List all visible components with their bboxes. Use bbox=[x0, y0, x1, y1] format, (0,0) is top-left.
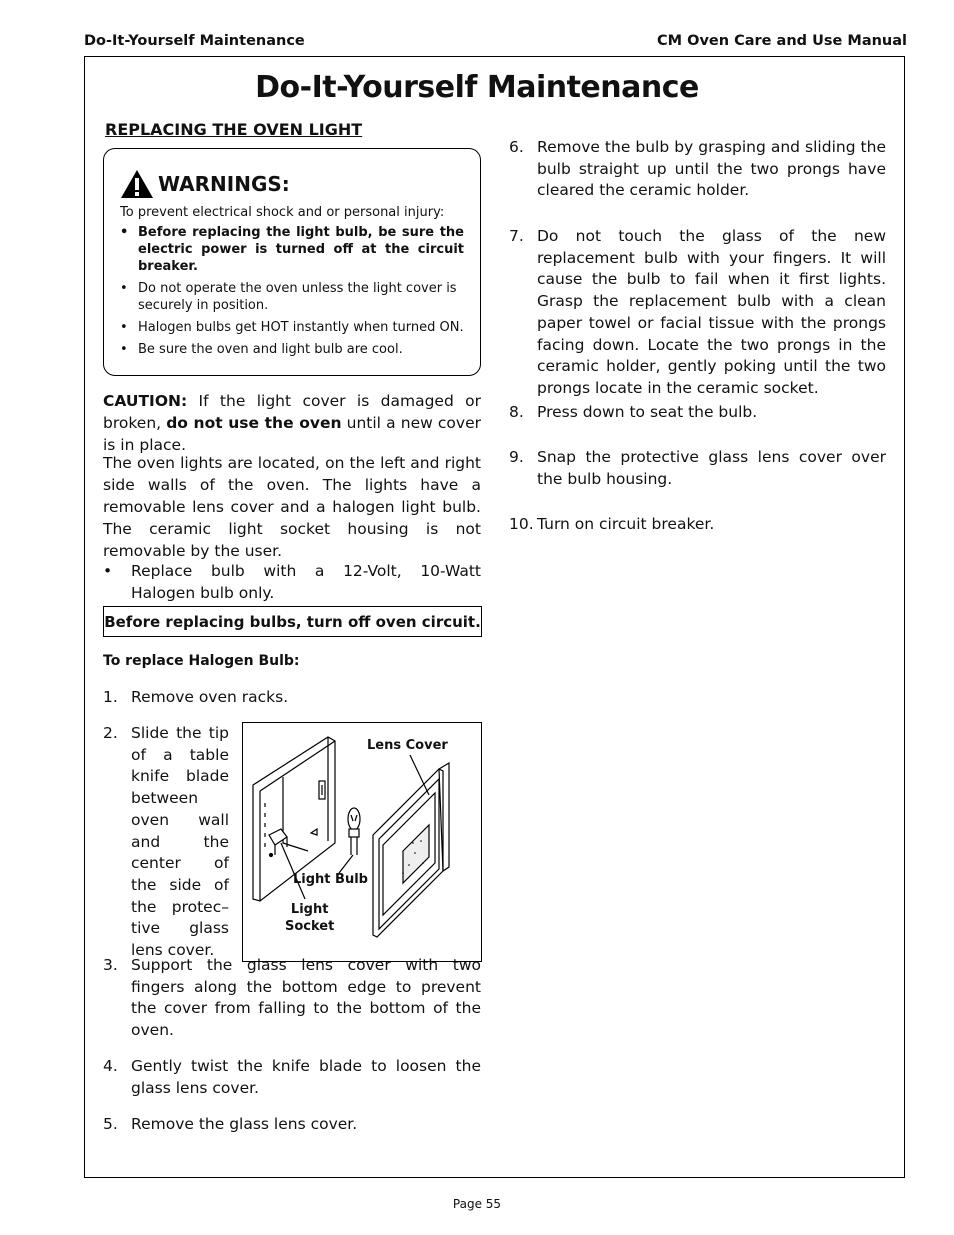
step-5 bbox=[103, 1114, 481, 1136]
step-10 bbox=[509, 514, 886, 536]
step-7 bbox=[509, 226, 886, 400]
warning-item: • Do not operate the oven unless the light cover is securely in position. bbox=[120, 280, 464, 314]
step-text: Remove the glass lens cover. bbox=[131, 1115, 358, 1133]
light-socket-label bbox=[285, 901, 334, 935]
step-number: 6. bbox=[509, 138, 524, 156]
running-header-left: Do-It-Yourself Maintenance bbox=[84, 33, 305, 49]
step-text: Remove the bulb by grasping and sliding the bulb straight up until the two prongs have cleared the ceramic holder. bbox=[537, 138, 886, 200]
step-number: 4. bbox=[103, 1057, 118, 1075]
lens-cover-label: Lens Cover bbox=[367, 738, 448, 753]
caution-paragraph bbox=[103, 390, 481, 456]
running-header-right: CM Oven Care and Use Manual bbox=[657, 33, 907, 49]
page-title: Do-It-Yourself Maintenance bbox=[255, 70, 699, 105]
step-1 bbox=[103, 687, 481, 709]
warning-item: • Halogen bulbs get HOT instantly when turned ON. bbox=[120, 319, 464, 336]
bulb-spec-bullet bbox=[103, 560, 481, 604]
light-socket-label-line1: Light bbox=[290, 902, 329, 917]
step-number: 3. bbox=[103, 956, 118, 974]
step-6 bbox=[509, 137, 886, 202]
step-number: 7. bbox=[509, 227, 524, 245]
step-2 bbox=[103, 723, 229, 962]
step-number: 2. bbox=[103, 724, 118, 742]
page-number: Page 55 bbox=[452, 1197, 502, 1211]
intro-paragraph: The oven lights are located, on the left and right side walls of the oven. The lights have a removable lens cover and a halogen light bulb. The ceramic light socket housing is not removable by the user. bbox=[103, 454, 481, 560]
step-number: 5. bbox=[103, 1115, 118, 1133]
oven-light-diagram bbox=[242, 722, 482, 962]
warning-item: • Be sure the oven and light bulb are cool. bbox=[120, 341, 464, 358]
step-9 bbox=[509, 447, 886, 490]
step-text: Snap the protective glass lens cover over the bulb housing. bbox=[537, 448, 886, 488]
oven-light-illustration bbox=[243, 723, 481, 961]
step-number: 9. bbox=[509, 448, 524, 466]
caution-emphasis: do not use the oven bbox=[166, 414, 342, 432]
step-number: 8. bbox=[509, 403, 524, 421]
warnings-intro: To prevent electrical shock and or personal injury: bbox=[120, 205, 445, 220]
caution-text-1: If the light cover is damaged or broken, bbox=[103, 392, 481, 432]
step-8 bbox=[509, 402, 886, 424]
step-number: 10. bbox=[509, 515, 534, 533]
warnings-heading: WARNINGS: bbox=[158, 172, 290, 196]
section-heading: REPLACING THE OVEN LIGHT bbox=[105, 120, 363, 139]
warnings-heading-row bbox=[120, 169, 464, 199]
step-text: Remove oven racks. bbox=[131, 688, 289, 706]
step-number: 1. bbox=[103, 688, 118, 706]
procedure-heading: To replace Halogen Bulb: bbox=[103, 653, 300, 669]
bullet-mark: • bbox=[103, 562, 113, 580]
warning-triangle-icon bbox=[120, 169, 154, 199]
step-text: Slide the tip of a table knife blade between oven wall and the center of the side of the protec– tive glass lens cover. bbox=[131, 724, 229, 960]
note-box: Before replacing bulbs, turn off oven circuit. bbox=[103, 606, 482, 637]
step-3 bbox=[103, 955, 481, 1042]
bullet-text: Replace bulb with a 12-Volt, 10-Watt Halogen bulb only. bbox=[131, 562, 481, 602]
light-bulb-label: Light Bulb bbox=[293, 872, 368, 887]
light-socket-label-line2: Socket bbox=[285, 919, 335, 934]
step-text bbox=[131, 955, 481, 1042]
caution-label: CAUTION: bbox=[103, 392, 188, 410]
step-text: Turn on circuit breaker. bbox=[537, 515, 715, 533]
step-text: Do not touch the glass of the new replacement bulb with your fingers. It will cause the bulb to fail when it first lights. Grasp the replacement bulb with a clean paper towel or facial tissue with the prongs facing down. Locate the two prongs in the ceramic holder, gently poking until the two prongs locate in the ceramic socket. bbox=[537, 227, 886, 397]
warnings-list bbox=[120, 224, 464, 358]
warnings-box bbox=[103, 148, 481, 376]
step-3-text: Support the glass lens cover with two fingers along the bottom edge to prevent the cover from falling to the bottom of the oven. bbox=[131, 956, 481, 1040]
step-text: Gently twist the knife blade to loosen the glass lens cover. bbox=[131, 1057, 481, 1097]
caution-text-2: until a new cover is in place. bbox=[103, 414, 482, 454]
warning-item: • Before replacing the light bulb, be sure the electric power is turned off at the circuit breaker. bbox=[120, 224, 464, 275]
step-4 bbox=[103, 1056, 481, 1099]
step-text: Press down to seat the bulb. bbox=[537, 403, 758, 421]
